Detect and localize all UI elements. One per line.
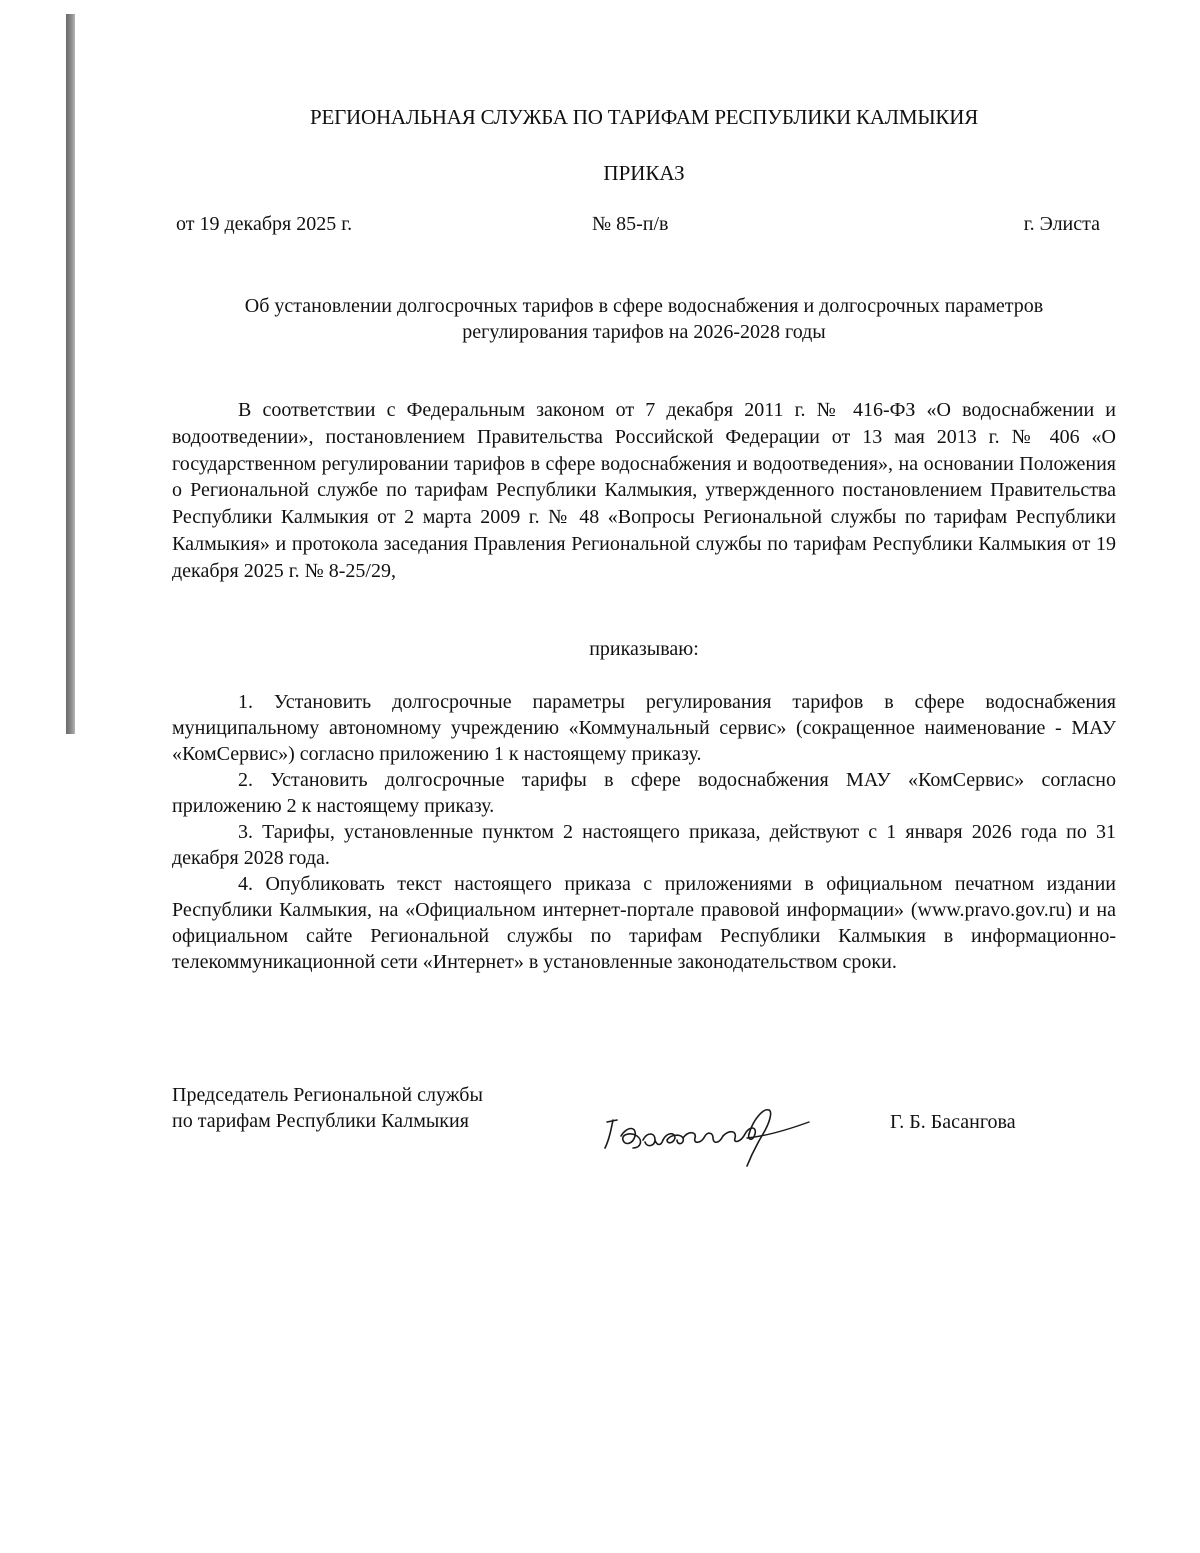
- signatory-name: Г. Б. Басангова: [890, 1111, 1016, 1133]
- signatory-position: [172, 1082, 483, 1134]
- order-item: 2. Установить долгосрочные тарифы в сфере водоснабжения МАУ «КомСервис» согласно приложению 2 к настоящему приказу.: [172, 769, 1116, 817]
- order-subject-line: регулирования тарифов на 2026-2028 годы: [462, 321, 826, 343]
- order-item: 4. Опубликовать текст настоящего приказа с приложениями в официальном печатном издании Республики Калмыкия, на «Официальном интернет-портале правовой информации» (www.pravo.gov.ru) и на официальном сайте Региональной службы по тарифам Республики Калмыкия в информационно-телекоммуникационной сети «Интернет» в установленные законодательством сроки.: [172, 873, 1116, 973]
- preamble-paragraph: В соответствии с Федеральным законом от 7 декабря 2011 г. № 416-ФЗ «О водоснабжении и водоотведении», постановлением Правительства Российской Федерации от 13 мая 2013 г. № 406 «О государственном регулировании тарифов в сфере водоснабжения и водоотведения», на основании Положения о Региональной службе по тарифам Республики Калмыкия, утвержденного постановлением Правительства Республики Калмыкия от 2 марта 2009 г. № 48 «Вопросы Региональной службы по тарифам Республики Калмыкия» и протокола заседания Правления Региональной службы по тарифам Республики Калмыкия от 19 декабря 2025 г. № 8-25/29,: [172, 399, 1116, 582]
- order-number: № 85-п/в: [592, 213, 669, 235]
- order-item: 1. Установить долгосрочные параметры регулирования тарифов в сфере водоснабжения муниципальному автономному учреждению «Коммунальный сервис» (сокращенное наименование - МАУ «КомСервис») согласно приложению 1 к настоящему приказу.: [172, 691, 1116, 765]
- signatory-position-line: Председатель Региональной службы: [172, 1084, 483, 1106]
- order-verb: приказываю:: [589, 638, 699, 660]
- order-subject: [172, 293, 1116, 345]
- order-date: от 19 декабря 2025 г.: [176, 213, 353, 235]
- order-item: 3. Тарифы, установленные пунктом 2 настоящего приказа, действуют с 1 января 2026 года по 31 декабря 2028 года.: [172, 821, 1116, 869]
- handwritten-signature: [597, 1100, 827, 1170]
- order-items: [172, 689, 1116, 975]
- scan-edge-shadow: [66, 14, 75, 734]
- document-type: ПРИКАЗ: [603, 161, 685, 185]
- order-city: г. Элиста: [1023, 213, 1100, 235]
- organization-title: РЕГИОНАЛЬНАЯ СЛУЖБА ПО ТАРИФАМ РЕСПУБЛИКИ КАЛМЫКИЯ: [309, 105, 979, 129]
- order-subject-line: Об установлении долгосрочных тарифов в сфере водоснабжения и долгосрочных параметров: [244, 295, 1044, 317]
- signatory-position-line: по тарифам Республики Калмыкия: [172, 1110, 469, 1132]
